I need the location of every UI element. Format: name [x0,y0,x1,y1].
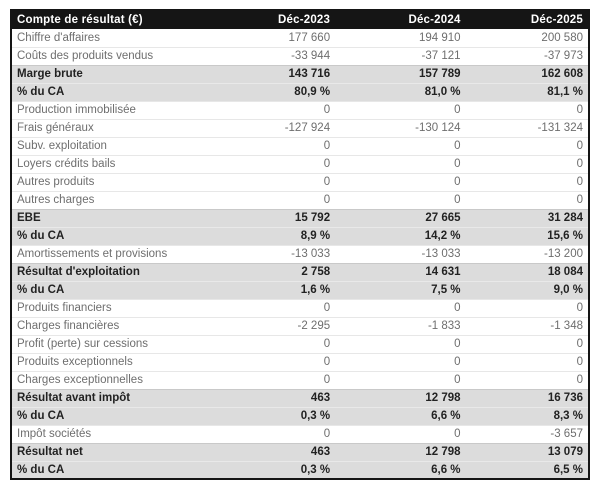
row-label: Résultat net [11,443,208,461]
row-label: Autres charges [11,191,208,209]
row-value: -3 657 [466,425,589,443]
row-value: -37 973 [466,47,589,65]
row-label: Charges financières [11,317,208,335]
row-value: -33 944 [208,47,335,65]
row-value: 0 [208,353,335,371]
table-row [11,83,589,101]
row-label: Impôt sociétés [11,425,208,443]
row-label: Marge brute [11,65,208,83]
row-label: % du CA [11,227,208,245]
row-value: 0 [466,137,589,155]
row-value: 7,5 % [335,281,465,299]
row-value: -1 833 [335,317,465,335]
row-value: 0 [208,155,335,173]
row-value: 194 910 [335,29,465,47]
row-value: 463 [208,389,335,407]
row-label: Produits exceptionnels [11,353,208,371]
row-value: -13 033 [208,245,335,263]
row-value: 0 [335,299,465,317]
row-value: 81,0 % [335,83,465,101]
row-value: 0 [335,137,465,155]
table-row [11,353,589,371]
row-value: 0 [466,335,589,353]
row-value: 0 [466,173,589,191]
table-row [11,389,589,407]
row-value: 0 [208,191,335,209]
income-statement-table [10,9,590,480]
row-value: 0 [335,101,465,119]
row-label: % du CA [11,281,208,299]
row-label: Amortissements et provisions [11,245,208,263]
row-value: 18 084 [466,263,589,281]
row-value: 0,3 % [208,461,335,479]
row-value: 0 [335,353,465,371]
row-value: 13 079 [466,443,589,461]
row-value: 12 798 [335,443,465,461]
row-value: 177 660 [208,29,335,47]
table-row [11,281,589,299]
row-value: 15,6 % [466,227,589,245]
row-label: Résultat d'exploitation [11,263,208,281]
row-value: 0 [208,371,335,389]
row-label: Charges exceptionnelles [11,371,208,389]
row-value: 9,0 % [466,281,589,299]
row-value: -13 033 [335,245,465,263]
row-value: 16 736 [466,389,589,407]
row-label: Subv. exploitation [11,137,208,155]
row-value: 0 [335,371,465,389]
table-row [11,101,589,119]
row-value: 12 798 [335,389,465,407]
row-value: 0 [208,173,335,191]
row-value: 0 [208,425,335,443]
header-row [11,10,589,29]
row-value: 2 758 [208,263,335,281]
table-row [11,137,589,155]
row-value: -2 295 [208,317,335,335]
row-value: 0 [335,173,465,191]
row-label: Production immobilisée [11,101,208,119]
table-row [11,47,589,65]
table-row [11,335,589,353]
row-value: 1,6 % [208,281,335,299]
row-value: 0 [466,155,589,173]
table-header [11,10,589,29]
row-value: -1 348 [466,317,589,335]
row-value: 0 [335,191,465,209]
row-value: 27 665 [335,209,465,227]
row-value: -131 324 [466,119,589,137]
row-value: 8,3 % [466,407,589,425]
row-value: 81,1 % [466,83,589,101]
row-value: -130 124 [335,119,465,137]
table-row [11,155,589,173]
row-value: 157 789 [335,65,465,83]
row-value: 0 [335,155,465,173]
row-value: 162 608 [466,65,589,83]
row-value: -37 121 [335,47,465,65]
header-col-dec-2025: Déc-2025 [466,10,589,29]
row-label: % du CA [11,83,208,101]
row-value: 31 284 [466,209,589,227]
row-value: 0 [208,137,335,155]
row-value: 0 [208,101,335,119]
table-row [11,245,589,263]
row-label: EBE [11,209,208,227]
row-value: 463 [208,443,335,461]
row-value: 8,9 % [208,227,335,245]
row-value: 6,5 % [466,461,589,479]
row-value: 6,6 % [335,407,465,425]
row-value: 0 [335,335,465,353]
row-value: 6,6 % [335,461,465,479]
table-row [11,407,589,425]
table-row [11,191,589,209]
table-row [11,299,589,317]
row-value: 0 [466,101,589,119]
row-label: Loyers crédits bails [11,155,208,173]
row-value: 15 792 [208,209,335,227]
table-row [11,209,589,227]
row-label: Profit (perte) sur cessions [11,335,208,353]
row-value: 0 [208,335,335,353]
table-row [11,227,589,245]
row-label: % du CA [11,407,208,425]
table-row [11,461,589,479]
table-row [11,65,589,83]
table-row [11,443,589,461]
table-row [11,263,589,281]
row-value: 0 [466,299,589,317]
row-label: Coûts des produits vendus [11,47,208,65]
row-value: 0 [466,191,589,209]
row-value: 0 [466,371,589,389]
row-value: -127 924 [208,119,335,137]
header-title: Compte de résultat (€) [11,10,208,29]
table-row [11,173,589,191]
table-row [11,425,589,443]
header-col-dec-2024: Déc-2024 [335,10,465,29]
row-value: 14,2 % [335,227,465,245]
row-label: Frais généraux [11,119,208,137]
row-value: 0 [208,299,335,317]
row-value: 0 [335,425,465,443]
row-label: Autres produits [11,173,208,191]
row-label: Résultat avant impôt [11,389,208,407]
row-value: 200 580 [466,29,589,47]
table-body [11,29,589,479]
row-value: 0 [466,353,589,371]
row-value: 80,9 % [208,83,335,101]
row-label: Chiffre d'affaires [11,29,208,47]
row-value: 0,3 % [208,407,335,425]
table-row [11,29,589,47]
table-row [11,317,589,335]
header-col-dec-2023: Déc-2023 [208,10,335,29]
row-label: Produits financiers [11,299,208,317]
row-value: 14 631 [335,263,465,281]
row-value: -13 200 [466,245,589,263]
table-row [11,371,589,389]
table-row [11,119,589,137]
row-value: 143 716 [208,65,335,83]
row-label: % du CA [11,461,208,479]
